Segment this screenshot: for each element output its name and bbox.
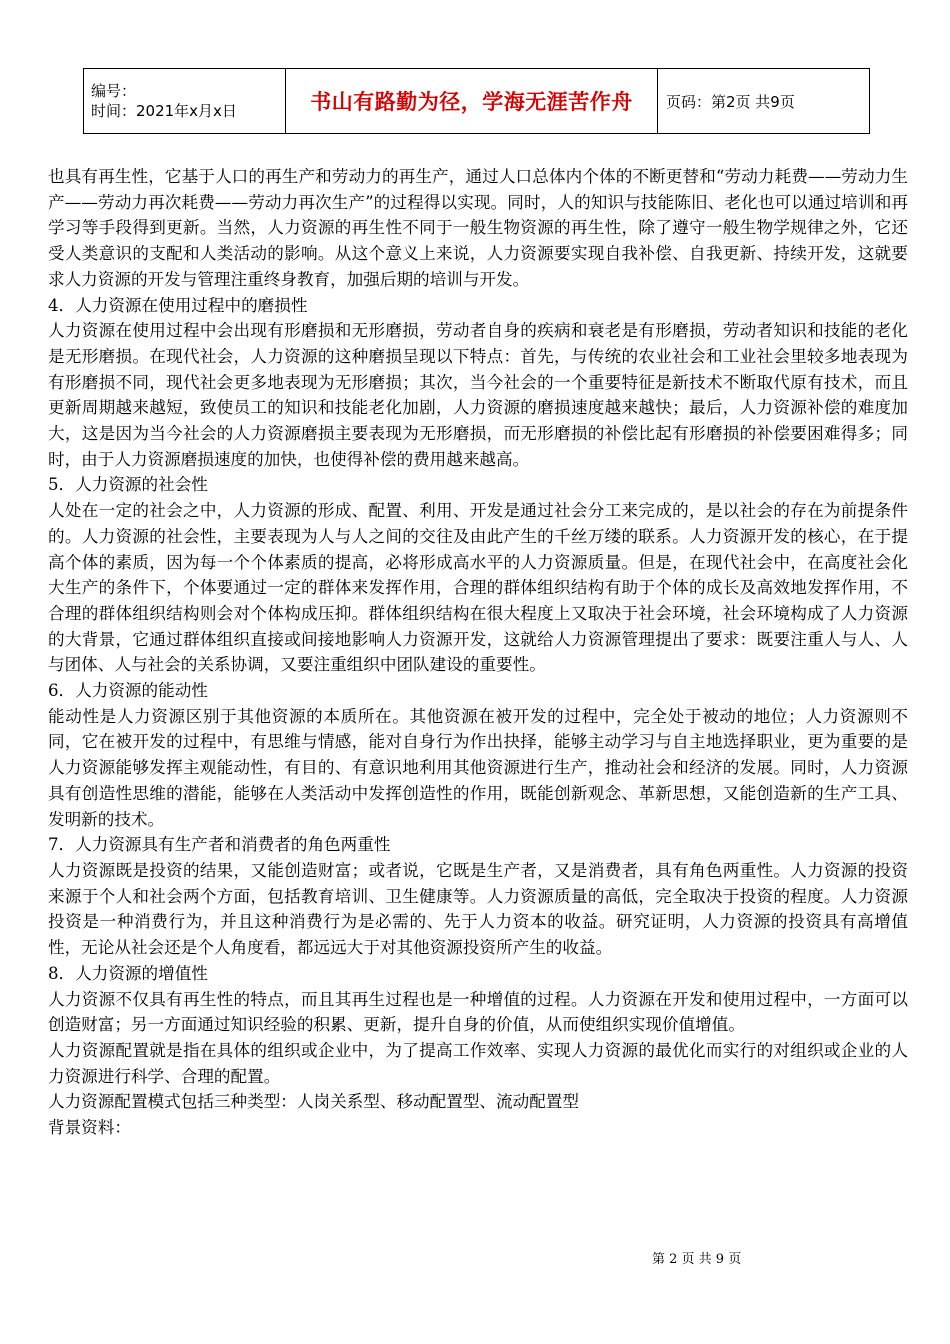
body-paragraph: 人处在一定的社会之中，人力资源的形成、配置、利用、开发是通过社会分工来完成的，是以社会的存在为前提条件的。人力资源的社会性，主要表现为人与人之间的交往及由此产生的千丝万缕的联系。人力资源开发的核心，在于提高个体的素质，因为每一个个体素质的提高，必将形成高水平的人力资源质量。但是，在现代社会中，在高度社会化大生产的条件下，个体要通过一定的群体来发挥作用，合理的群体组织结构有助于个体的成长及高效地发挥作用，不合理的群体组织结构则会对个体构成压抑。群体组织结构在很大程度上又取决于社会环境，社会环境构成了人力资源的大背景，它通过群体组织直接或间接地影响人力资源开发，这就给人力资源管理提出了要求：既要注重人与人、人与团体、人与社会的关系协调，又要注重组织中团队建设的重要性。	[48, 501, 908, 675]
section-heading: 4．人力资源在使用过程中的磨损性	[48, 295, 308, 315]
section-heading: 5．人力资源的社会性	[48, 475, 208, 495]
header-motto: 书山有路勤为径，学海无涯苦作舟	[310, 90, 633, 114]
page-footer: 第 2 页 共 9 页	[652, 1252, 742, 1267]
body-paragraph: 也具有再生性，它基于人口的再生产和劳动力的再生产，通过人口总体内个体的不断更替和“劳动力耗费——劳动力生产——劳动力再次耗费——劳动力再次生产”的过程得以实现。同时，人的知识与技能陈旧、老化也可以通过培训和再学习等手段得到更新。当然，人力资源的再生性不同于一般生物资源的再生性，除了遵守一般生物学规律之外，它还受人类意识的支配和人类活动的影响。从这个意义上来说，人力资源要实现自我补偿、自我更新、持续开发，这就要求人力资源的开发与管理注重终身教育，加强后期的培训与开发。	[48, 167, 908, 289]
body-paragraph: 人力资源配置就是指在具体的组织或企业中，为了提高工作效率、实现人力资源的最优化而实行的对组织或企业的人力资源进行科学、合理的配置。	[48, 1040, 908, 1086]
body-paragraph: 能动性是人力资源区别于其他资源的本质所在。其他资源在被开发的过程中，完全处于被动的地位；人力资源则不同，它在被开发的过程中，有思维与情感，能对自身行为作出抉择，能够主动学习与自主地选择职业，更为重要的是人力资源能够发挥主观能动性，有目的、有意识地利用其他资源进行生产，推动社会和经济的发展。同时，人力资源具有创造性思维的潜能，能够在人类活动中发挥创造性的作用，既能创新观念、革新思想，又能创造新的生产工具、发明新的技术。	[48, 706, 908, 829]
body-paragraph: 人力资源不仅具有再生性的特点，而且其再生过程也是一种增值的过程。人力资源在开发和使用过程中，一方面可以创造财富；另一方面通过知识经验的积累、更新，提升自身的价值，从而使组织实现价值增值。	[48, 989, 908, 1035]
document-body	[48, 164, 908, 1141]
document-number-label: 编号：	[91, 82, 137, 100]
body-paragraph: 人力资源配置模式包括三种类型：人岗关系型、移动配置型、流动配置型	[48, 1092, 579, 1112]
section-heading: 7．人力资源具有生产者和消费者的角色两重性	[48, 835, 391, 855]
body-paragraph: 人力资源在使用过程中会出现有形磨损和无形磨损，劳动者自身的疾病和衰老是有形磨损，劳动者知识和技能的老化是无形磨损。在现代社会，人力资源的这种磨损呈现以下特点：首先，与传统的农业社会和工业社会里较多地表现为有形磨损不同，现代社会更多地表现为无形磨损；其次，当今社会的一个重要特征是新技术不断取代原有技术，而且更新周期越来越短，致使员工的知识和技能老化加剧，人力资源的磨损速度越来越快；最后，人力资源补偿的难度加大，这是因为当今社会的人力资源磨损主要表现为无形磨损，而无形磨损的补偿比起有形磨损的补偿要困难得多；同时，由于人力资源磨损速度的加快，也使得补偿的费用越来越高。	[48, 321, 908, 469]
section-heading: 6．人力资源的能动性	[48, 681, 208, 701]
document-time-label: 时间：2021年x月x日	[91, 102, 237, 120]
header-page-cell	[658, 69, 869, 133]
header-meta	[84, 69, 286, 133]
header-motto-cell	[286, 69, 658, 133]
body-paragraph: 人力资源既是投资的结果，又能创造财富；或者说，它既是生产者，又是消费者，具有角色两重性。人力资源的投资来源于个人和社会两个方面，包括教育培训、卫生健康等。人力资源质量的高低，完全取决于投资的程度。人力资源投资是一种消费行为，并且这种消费行为是必需的、先于人力资本的收益。研究证明，人力资源的投资具有高增值性，无论从社会还是个人角度看，都远远大于对其他资源投资所产生的收益。	[48, 860, 908, 958]
page-header	[83, 68, 870, 134]
header-page-number: 页码：第2页 共9页	[666, 92, 795, 111]
body-paragraph: 背景资料：	[48, 1118, 131, 1138]
section-heading: 8．人力资源的增值性	[48, 963, 208, 983]
